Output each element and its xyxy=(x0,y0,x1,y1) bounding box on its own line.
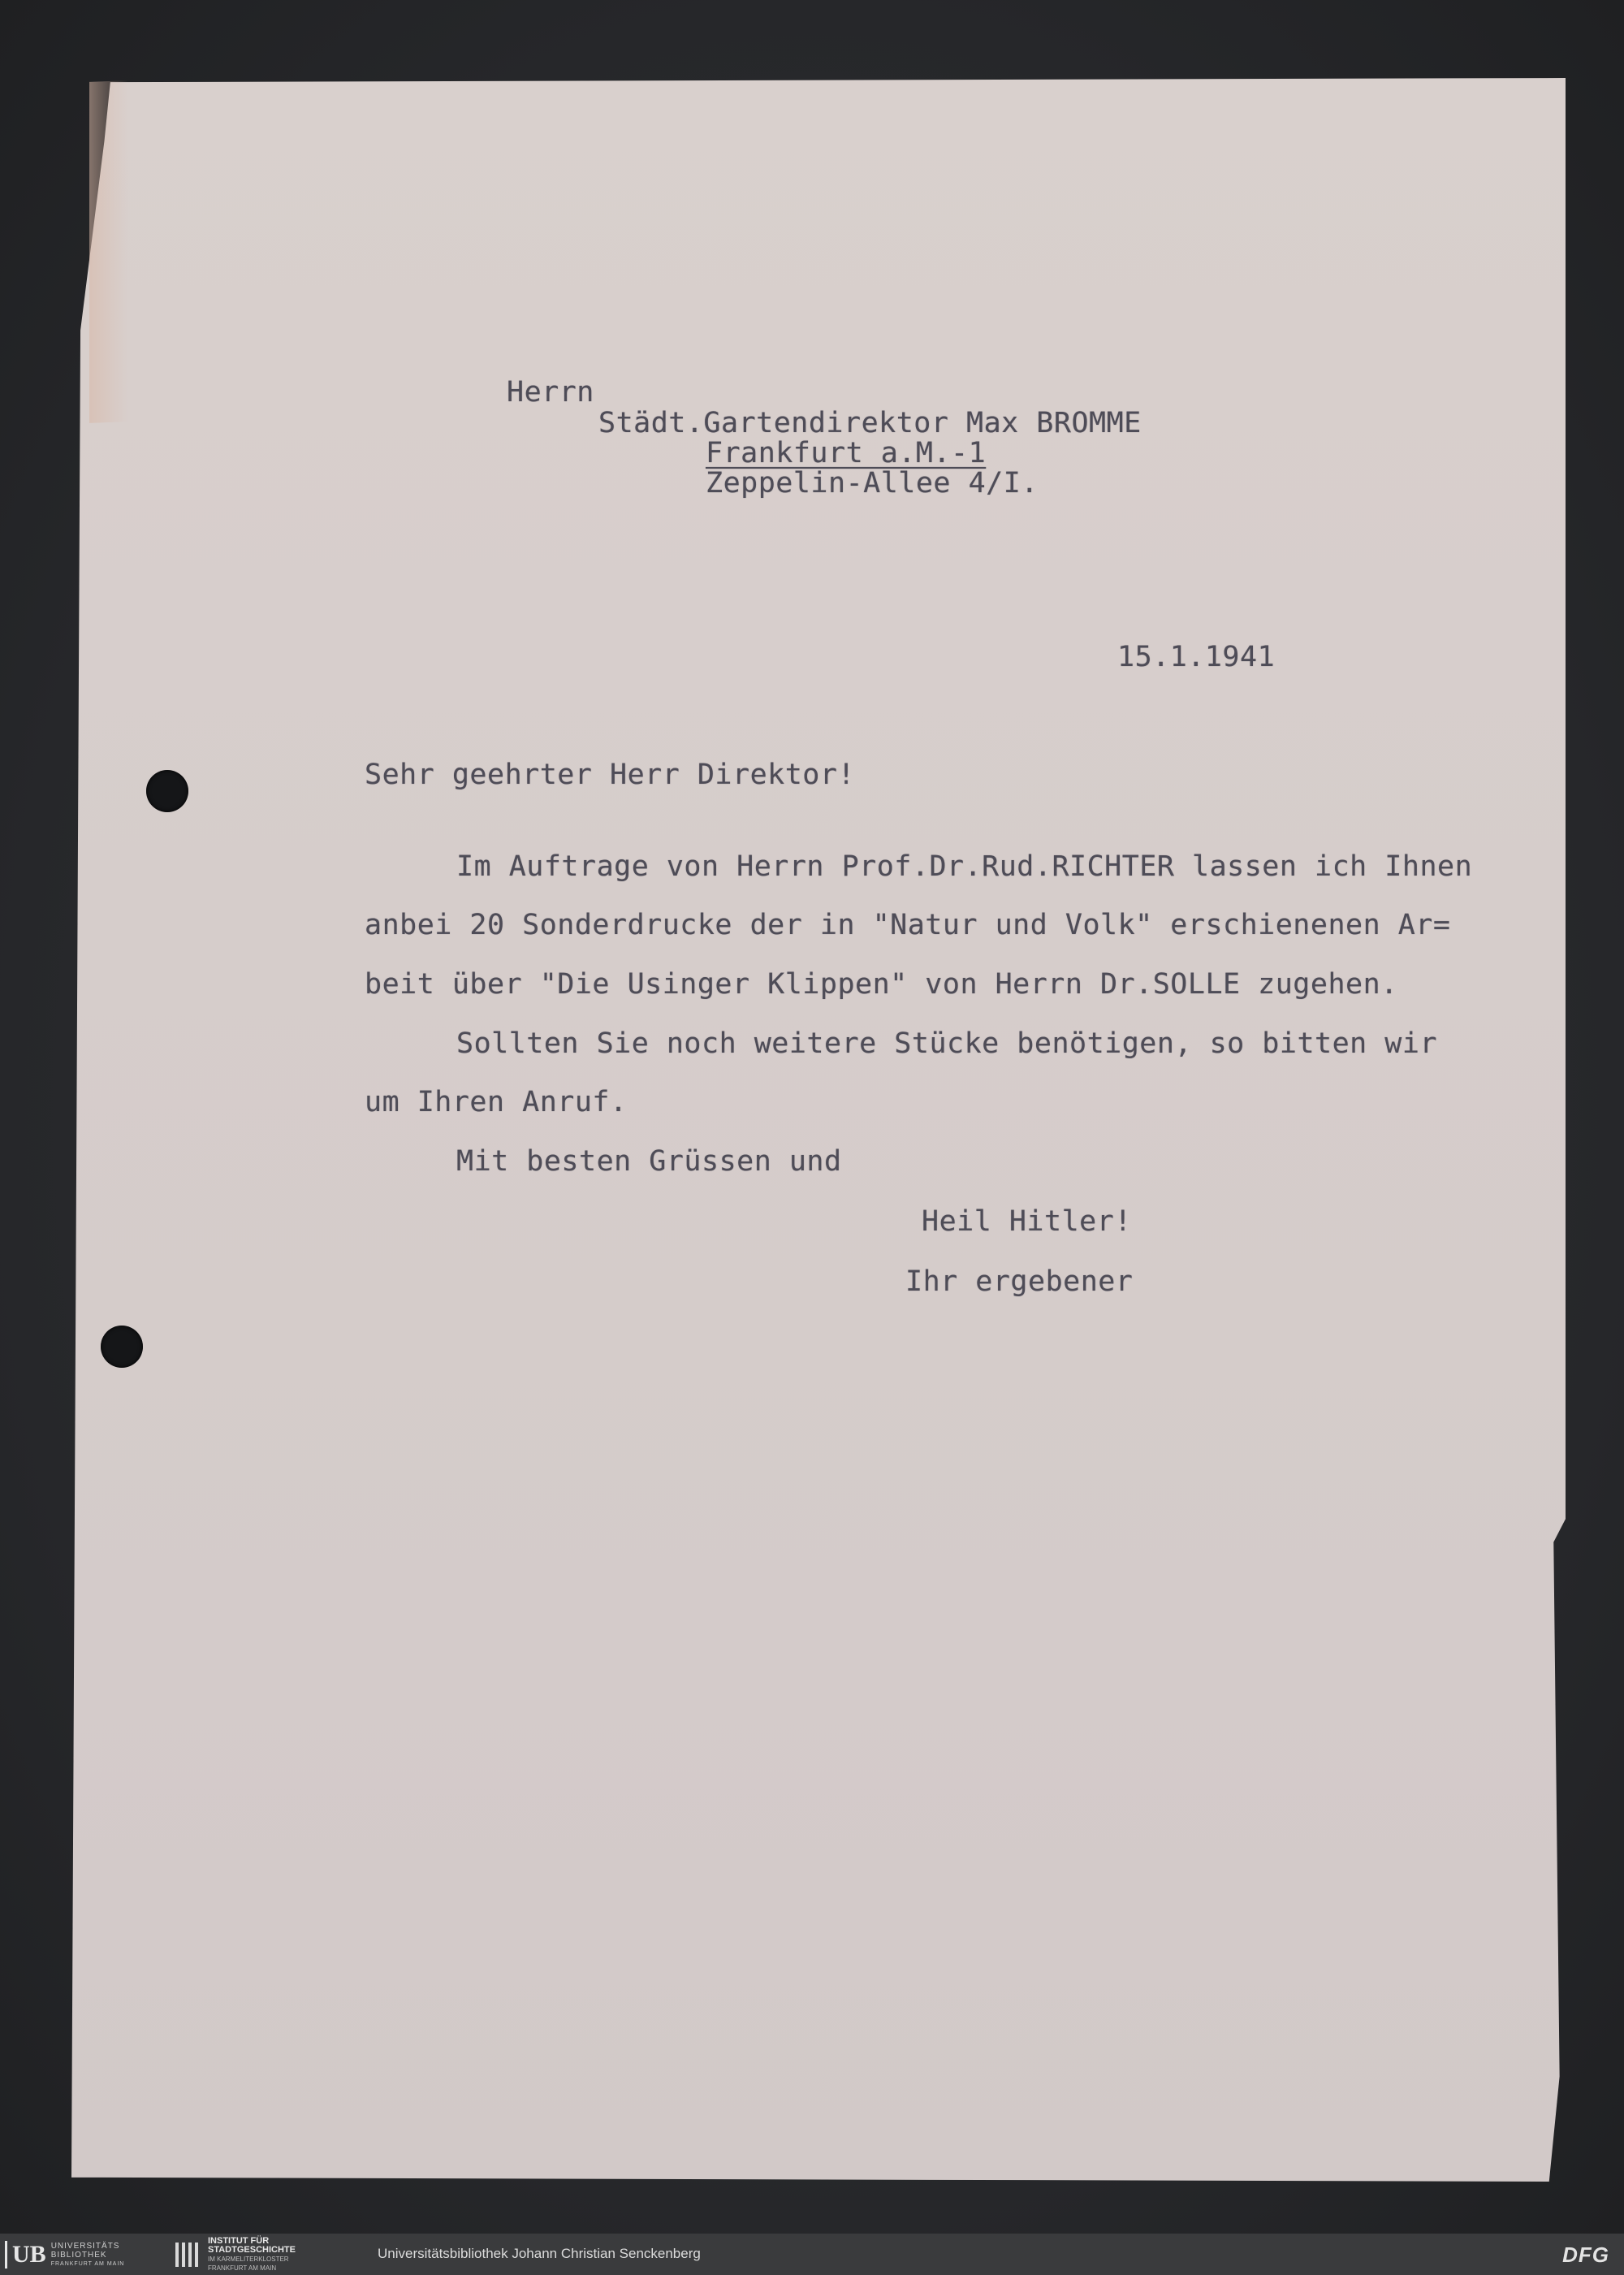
address-name: Städt.Gartendirektor Max BROMME xyxy=(598,407,1142,439)
closing-line: Ihr ergebener xyxy=(905,1265,1134,1298)
ub-logo-line: FRANKFURT AM MAIN xyxy=(50,2260,125,2267)
isg-logo-text xyxy=(208,2237,296,2273)
library-name: Universitätsbibliothek Johann Christian Senckenberg xyxy=(378,2246,701,2261)
isg-logo-line: IM KARMELITERKLOSTER xyxy=(208,2256,289,2263)
body-line: beit über "Die Usinger Klippen" von Herrn Dr.SOLLE zugehen. xyxy=(365,968,1398,1001)
isg-logo-line: STADTGESCHICHTE xyxy=(208,2245,296,2255)
address-street: Zeppelin-Allee 4/I. xyxy=(706,467,1039,500)
isg-logo-line: FRANKFURT AM MAIN xyxy=(208,2264,277,2272)
ub-logo-line: UNIVERSITÄTS xyxy=(50,2241,120,2251)
punch-hole-bottom xyxy=(101,1326,143,1368)
footer-bar xyxy=(0,2234,1624,2275)
isg-logo xyxy=(174,2236,296,2272)
body-line: Sollten Sie noch weitere Stücke benötigen, so bitten wir xyxy=(456,1027,1438,1060)
ub-logo-mark: UB xyxy=(5,2241,46,2269)
ub-logo-text xyxy=(51,2242,125,2269)
closing-line: Mit besten Grüssen und xyxy=(456,1145,842,1178)
ub-logo-line: BIBLIOTHEK xyxy=(50,2250,107,2260)
isg-logo-line: INSTITUT FÜR xyxy=(208,2236,270,2246)
closing-line: Heil Hitler! xyxy=(922,1205,1132,1238)
ub-logo xyxy=(5,2240,124,2269)
address-salutation: Herrn xyxy=(507,376,594,409)
address-city: Frankfurt a.M.-1 xyxy=(706,437,987,469)
punch-hole-top xyxy=(146,770,188,812)
dfg-logo: DFG xyxy=(1562,2243,1609,2267)
letter-page xyxy=(71,78,1566,2182)
body-line: um Ihren Anruf. xyxy=(365,1086,628,1118)
body-line: Im Auftrage von Herrn Prof.Dr.Rud.RICHTER lassen ich Ihnen xyxy=(456,850,1473,883)
letter-date: 15.1.1941 xyxy=(1117,641,1276,673)
isg-logo-icon xyxy=(174,2241,201,2269)
letter-greeting: Sehr geehrter Herr Direktor! xyxy=(365,759,856,791)
body-line: anbei 20 Sonderdrucke der in "Natur und Volk" erschienenen Ar= xyxy=(365,909,1451,941)
paper-torn-edge xyxy=(89,80,128,423)
